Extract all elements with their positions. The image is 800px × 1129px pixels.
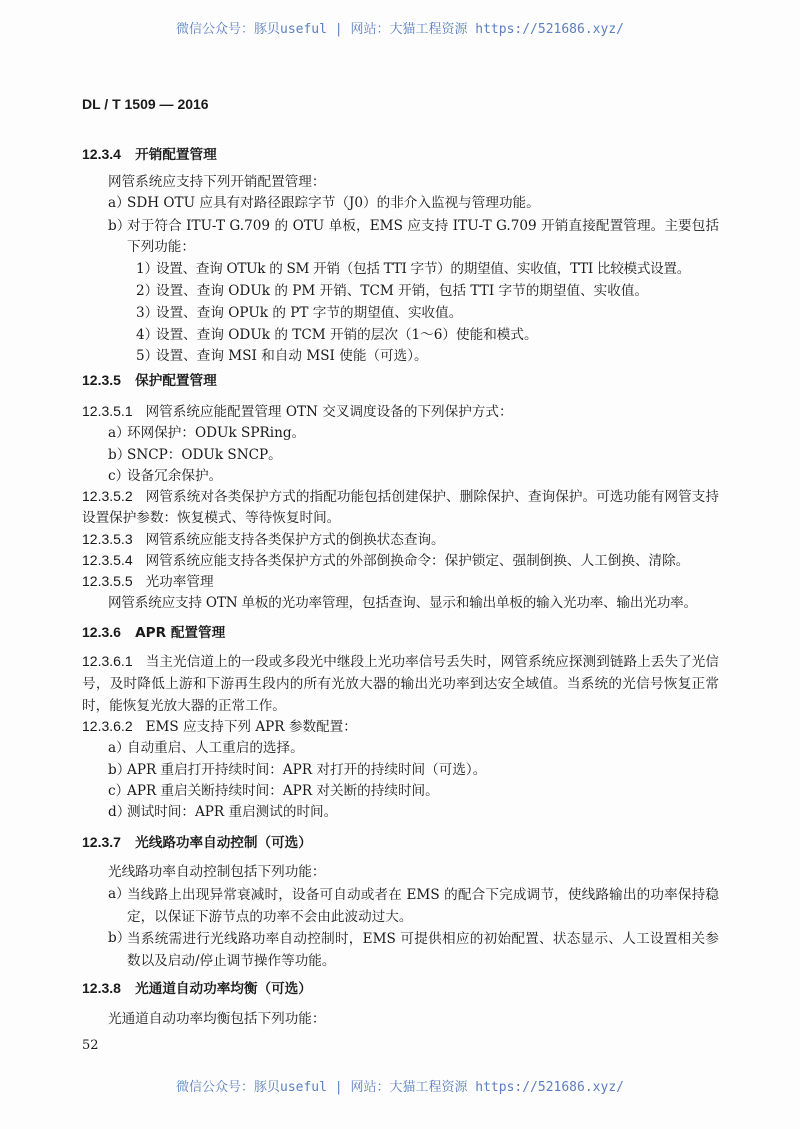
list-label: 3）: [136, 305, 159, 321]
list-item: 设置、查询 OTUk 的 SM 开销（包括 TTI 字节）的期望值、实收值，TTI 比较模式设置。: [156, 261, 691, 277]
section-heading-12-3-4: 12.3.4 开销配置管理: [82, 146, 217, 163]
list-item: 设置、查询 ODUk 的 PM 开销、TCM 开销，包括 TTI 字节的期望值、实收值。: [156, 283, 649, 299]
list-item: 设置、查询 MSI 和自动 MSI 使能（可选）。: [156, 348, 428, 364]
section-heading-12-3-6: 12.3.6 APR 配置管理: [82, 624, 226, 641]
watermark-top: 微信公众号：豚贝useful | 网站：大猫工程资源 https://521686.xyz/: [176, 22, 624, 37]
paragraph: 网管系统应支持下列开销配置管理：: [108, 174, 326, 190]
paragraph: 光通道自动功率均衡包括下列功能：: [108, 1011, 326, 1027]
list-item: SNCP：ODUk SNCP。: [127, 447, 282, 463]
section-heading-12-3-8: 12.3.8 光通道自动功率均衡（可选）: [82, 980, 312, 997]
section-heading-12-3-5: 12.3.5 保护配置管理: [82, 372, 217, 389]
watermark-bottom: 微信公众号：豚贝useful | 网站：大猫工程资源 https://521686.xyz/: [176, 1080, 624, 1095]
list-label: c）: [108, 783, 130, 799]
list-label: b）: [108, 447, 131, 463]
section-heading-12-3-7: 12.3.7 光线路功率自动控制（可选）: [82, 834, 312, 851]
list-item: 当系统需进行光线路功率自动控制时，EMS 可提供相应的初始配置、状态显示、人工设置相关参数以及启动/停止调节操作等功能。: [127, 931, 719, 969]
list-label: a）: [108, 195, 130, 211]
paragraph: 网管系统应支持 OTN 单板的光功率管理，包括查询、显示和输出单板的输入光功率、输出光功率。: [108, 595, 697, 611]
list-item: SDH OTU 应具有对路径跟踪字节（J0）的非介入监视与管理功能。: [127, 195, 540, 211]
page-number: 52: [82, 1038, 99, 1053]
list-label: c）: [108, 468, 130, 484]
clause-12-3-5-5: 12.3.5.5 光功率管理: [82, 573, 214, 590]
clause-12-3-5-1: 12.3.5.1 网管系统应能配置管理 OTN 交叉调度设备的下列保护方式：: [82, 403, 513, 420]
list-label: 1）: [136, 261, 159, 277]
list-label: 5）: [136, 348, 159, 364]
list-item: 设置、查询 ODUk 的 TCM 开销的层次（1～6）使能和模式。: [156, 327, 538, 343]
list-item: APR 重启打开持续时间：APR 对打开的持续时间（可选）。: [127, 762, 487, 778]
list-item: 环网保护：ODUk SPRing。: [127, 425, 306, 441]
paragraph: 光线路功率自动控制包括下列功能：: [108, 864, 326, 880]
list-item: 设置、查询 OPUk 的 PT 字节的期望值、实收值。: [156, 305, 463, 321]
list-item: 设备冗余保护。: [127, 468, 223, 484]
list-label: a）: [108, 740, 130, 756]
list-label: b）: [108, 930, 131, 946]
list-label: 2）: [136, 283, 159, 299]
clause-12-3-6-1: 12.3.6.1 当主光信道上的一段或多段光中继段上光功率信号丢失时，网管系统应探测到链路上丢失了光信号，及时降低上游和下游再生段内的所有光放大器的输出光功率到达安全域值。当系统的光信号恢复正常时，能恢复光放大器的正常工作。: [82, 653, 719, 714]
clause-12-3-6-2: 12.3.6.2 EMS 应支持下列 APR 参数配置：: [82, 718, 357, 735]
list-label: 4）: [136, 327, 159, 343]
clause-12-3-5-4: 12.3.5.4 网管系统应能支持各类保护方式的外部倒换命令：保护锁定、强制倒换、人工倒换、清除。: [82, 552, 690, 569]
list-label: d）: [108, 804, 131, 820]
list-label: b）: [108, 762, 131, 778]
list-label: b）: [108, 218, 131, 234]
clause-12-3-5-2: 12.3.5.2 网管系统对各类保护方式的指配功能包括创建保护、删除保护、查询保护。可选功能有网管支持设置保护参数：恢复模式、等待恢复时间。: [82, 488, 719, 526]
list-item: 自动重启、人工重启的选择。: [127, 740, 304, 756]
list-label: a）: [108, 425, 130, 441]
list-item: APR 重启关断持续时间：APR 对关断的持续时间。: [127, 783, 439, 799]
list-label: a）: [108, 886, 130, 902]
clause-12-3-5-3: 12.3.5.3 网管系统应能支持各类保护方式的倒换状态查询。: [82, 531, 445, 548]
document-id: DL / T 1509 — 2016: [82, 96, 209, 112]
list-item: 对于符合 ITU-T G.709 的 OTU 单板，EMS 应支持 ITU-T G.709 开销直接配置管理。主要包括下列功能：: [127, 218, 719, 255]
list-item: 当线路上出现异常衰减时，设备可自动或者在 EMS 的配合下完成调节，使线路输出的功率保持稳定，以保证下游节点的功率不会由此波动过大。: [127, 887, 719, 925]
list-item: 测试时间：APR 重启测试的时间。: [127, 804, 338, 820]
